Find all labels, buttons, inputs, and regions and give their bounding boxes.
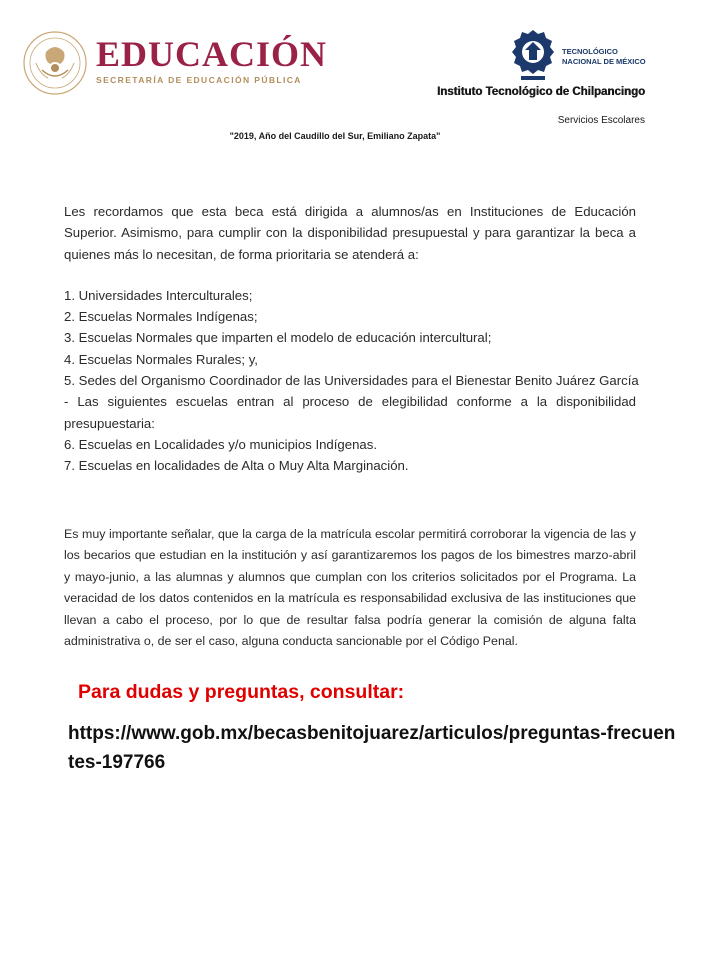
mexican-coat-of-arms-seal-icon xyxy=(22,30,88,96)
importance-paragraph: Es muy importante señalar, que la carga de la matrícula escolar permitirá corroborar la vigencia de las y los becarios que estudian en la institución y así garantizaremos los pagos de los bimestres marzo-abril y mayo-junio, a las alumnas y alumnos que cumplan con los criterios solicitados por el Programa. La veracidad de los datos contenidos en la matrícula es responsabilidad exclusiva de las instituciones que llevan a cabo el proceso, por lo que de resultar falsa podría generar la comisión de alguna falta administrativa o, de ser el caso, alguna conducta sancionable por el Código Penal. xyxy=(64,527,636,649)
year-slogan: "2019, Año del Caudillo del Sur, Emiliano Zapata" xyxy=(229,131,441,141)
intro-paragraph: Les recordamos que esta beca está dirigida a alumnos/as en Instituciones de Educación Superior. Asimismo, para cumplir con la disponibilidad presupuestal y para garantizar la beca a quienes más lo necesitan, de forma prioritaria se atenderá a: xyxy=(64,204,636,262)
body-text xyxy=(64,201,639,477)
list-item: 4. Escuelas Normales Rurales; y, xyxy=(64,351,258,367)
tecnm-name-line-2: NACIONAL DE MÉXICO xyxy=(562,57,646,66)
list-item: 7. Escuelas en localidades de Alta o Muy Alta Marginación. xyxy=(64,458,409,474)
tecnm-gear-logo-icon xyxy=(512,28,554,82)
list-item: 2. Escuelas Normales Indígenas; xyxy=(64,309,258,325)
department-name: Servicios Escolares xyxy=(557,115,645,126)
list-item: 1. Universidades Interculturales; xyxy=(64,287,253,303)
sep-subtitle: SECRETARÍA DE EDUCACIÓN PÚBLICA xyxy=(96,75,302,85)
sep-title: EDUCACIÓN xyxy=(96,34,328,74)
faq-link[interactable]: https://www.gob.mx/becasbenitojuarez/articulos/preguntas-frecuentes-197766 xyxy=(68,723,676,773)
list-item: 3. Escuelas Normales que imparten el modelo de educación intercultural; xyxy=(64,330,492,346)
institute-name: Instituto Tecnológico de Chilpancingo xyxy=(436,86,645,98)
tecnm-name-line-1: TECNOLÓGICO xyxy=(562,47,618,56)
list-item: - Las siguientes escuelas entran al proceso de elegibilidad conforme a la disponibilidad presupuestaria: xyxy=(64,394,636,431)
list-item: 6. Escuelas en Localidades y/o municipios Indígenas. xyxy=(64,436,378,452)
list-item: 5. Sedes del Organismo Coordinador de las Universidades para el Bienestar Benito Juárez García xyxy=(64,373,639,389)
contact-heading: Para dudas y preguntas, consultar: xyxy=(78,681,405,703)
